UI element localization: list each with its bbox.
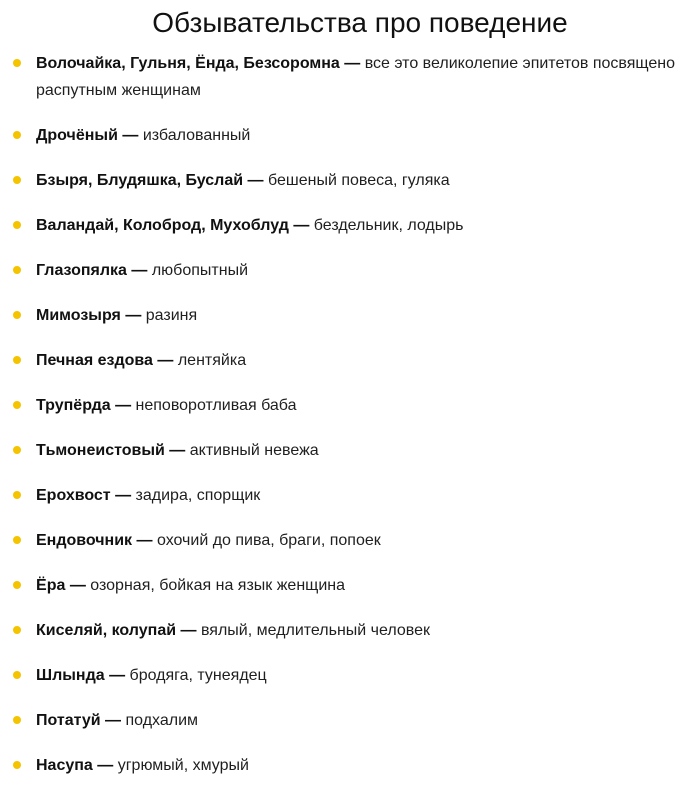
entry-term: Валандай, Колоброд, Мухоблуд bbox=[36, 217, 289, 234]
entry-term: Насупа bbox=[36, 757, 93, 774]
entry-term: Тьмонеистовый bbox=[36, 442, 165, 459]
entry-dash: — bbox=[157, 352, 178, 369]
list-item bbox=[0, 122, 690, 149]
entry-definition: озорная, бойкая на язык женщина bbox=[90, 577, 345, 594]
entry-definition: задира, спорщик bbox=[135, 487, 261, 504]
list-item bbox=[0, 347, 690, 374]
bullet-icon bbox=[13, 176, 21, 184]
list-item bbox=[0, 482, 690, 509]
entry-definition: разиня bbox=[145, 307, 198, 324]
list-item bbox=[0, 50, 690, 104]
entry-definition: бродяга, тунеядец bbox=[129, 667, 267, 684]
entry-dash: — bbox=[131, 262, 152, 279]
bullet-icon bbox=[13, 491, 21, 499]
entry-dash: — bbox=[125, 307, 146, 324]
entry-term: Трупёрда bbox=[36, 397, 111, 414]
entry-definition: бездельник, лодырь bbox=[313, 217, 464, 234]
bullet-icon bbox=[13, 401, 21, 409]
bullet-icon bbox=[13, 671, 21, 679]
bullet-icon bbox=[13, 581, 21, 589]
entry-dash: — bbox=[180, 622, 201, 639]
list-item bbox=[0, 167, 690, 194]
entries-list bbox=[0, 50, 690, 779]
list-item bbox=[0, 707, 690, 734]
entry-dash: — bbox=[69, 577, 91, 594]
list-item bbox=[0, 617, 690, 644]
bullet-icon bbox=[13, 59, 21, 67]
bullet-icon bbox=[13, 221, 21, 229]
entry-dash: — bbox=[97, 757, 118, 774]
entry-definition: любопытный bbox=[151, 262, 249, 279]
list-item bbox=[0, 572, 690, 599]
entry-definition: угрюмый, хмурый bbox=[117, 757, 249, 774]
entry-definition: неповоротливая баба bbox=[135, 397, 297, 414]
bullet-icon bbox=[13, 131, 21, 139]
entry-definition: подхалим bbox=[125, 712, 199, 729]
entry-definition: бешеный повеса, гуляка bbox=[267, 172, 450, 189]
entry-definition: избалованный bbox=[142, 127, 251, 144]
bullet-icon bbox=[13, 446, 21, 454]
page-title: Обзывательства про поведение bbox=[152, 7, 568, 38]
entry-term: Киселяй, колупай bbox=[36, 622, 177, 639]
bullet-icon bbox=[13, 716, 21, 724]
bullet-icon bbox=[13, 266, 21, 274]
bullet-icon bbox=[13, 356, 21, 364]
entry-term: Печная ездова bbox=[36, 352, 153, 369]
entry-dash: — bbox=[293, 217, 314, 234]
entry-dash: — bbox=[344, 55, 365, 72]
bullet-icon bbox=[13, 626, 21, 634]
list-item bbox=[0, 257, 690, 284]
entry-dash: — bbox=[115, 487, 136, 504]
entry-definition: вялый, медлительный человек bbox=[200, 622, 430, 639]
entry-dash: — bbox=[122, 127, 143, 144]
list-item bbox=[0, 752, 690, 779]
entry-term: Ерохвост bbox=[36, 487, 111, 504]
entry-dash: — bbox=[105, 712, 126, 729]
entry-term: Мимозыря bbox=[36, 307, 121, 324]
list-item bbox=[0, 662, 690, 689]
bullet-icon bbox=[13, 761, 21, 769]
list-item bbox=[0, 437, 690, 464]
entry-term: Шлында bbox=[36, 667, 105, 684]
entry-term: Волочайка, Гульня, Ёнда, Безсоромна bbox=[36, 55, 340, 72]
entry-dash: — bbox=[136, 532, 157, 549]
list-item bbox=[0, 212, 690, 239]
list-item bbox=[0, 527, 690, 554]
entry-dash: — bbox=[115, 397, 136, 414]
entry-term: Ёра bbox=[36, 577, 66, 594]
entry-definition: лентяйка bbox=[177, 352, 247, 369]
entry-dash: — bbox=[247, 172, 268, 189]
entry-term: Ендовочник bbox=[36, 532, 133, 549]
entry-dash: — bbox=[169, 442, 190, 459]
entry-definition: охочий до пива, браги, попоек bbox=[156, 532, 381, 549]
list-item bbox=[0, 302, 690, 329]
bullet-icon bbox=[13, 311, 21, 319]
entry-definition: активный невежа bbox=[189, 442, 319, 459]
entry-term: Бзыря, Блудяшка, Буслай bbox=[36, 172, 244, 189]
entry-term: Глазопялка bbox=[36, 262, 127, 279]
entry-definition: все это великолепие эпитетов посвящено распутным женщинам bbox=[36, 55, 675, 99]
entry-term: Дрочёный bbox=[36, 127, 118, 144]
entry-dash: — bbox=[109, 667, 130, 684]
bullet-icon bbox=[13, 536, 21, 544]
list-item bbox=[0, 392, 690, 419]
entry-term: Потатуй bbox=[36, 712, 101, 729]
